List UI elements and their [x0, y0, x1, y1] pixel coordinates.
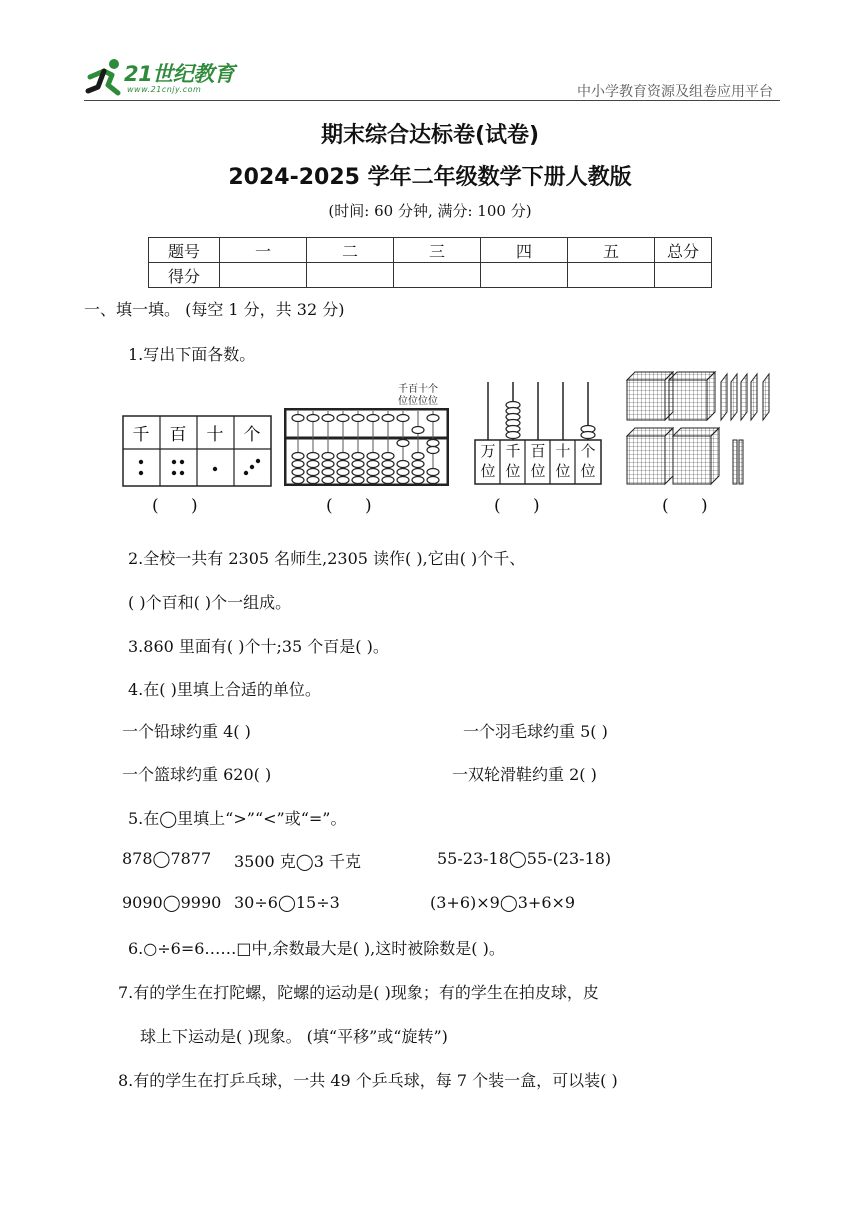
counter-label: 千位: [505, 442, 521, 480]
counter-label: 十位: [555, 442, 571, 480]
question-1: 1.写出下面各数。: [128, 345, 256, 364]
abacus-label: 位位位位: [398, 396, 438, 407]
abacus-label: 千百十个: [398, 384, 438, 395]
score-cell[interactable]: [568, 263, 655, 288]
abacus-labels: [398, 384, 438, 408]
question-2-line2: ( )个百和( )个一组成。: [128, 593, 292, 612]
row-label: 得分: [149, 263, 220, 288]
compare-item: 9090◯9990: [122, 893, 222, 912]
header-divider: [84, 100, 780, 101]
place-header: 十: [206, 425, 224, 445]
score-table-header-row: [149, 238, 712, 263]
hundred-flat-icon: [721, 374, 769, 420]
platform-name: 中小学教育资源及组卷应用平台: [577, 84, 773, 100]
question-3: 3.860 里面有( )个十;35 个百是( )。: [128, 637, 389, 656]
question-4-item: 一个篮球约重 620( ): [122, 765, 272, 784]
score-table: [148, 237, 712, 288]
compare-item: 30÷6◯15÷3: [234, 893, 340, 912]
counter-beads: [506, 402, 595, 439]
thousand-cube-icon: [673, 428, 719, 484]
compare-item: 3500 克◯3 千克: [234, 852, 361, 871]
logo-text: 21世纪教育: [124, 62, 235, 86]
abacus-beads: [292, 415, 439, 484]
question-4-item: 一双轮滑鞋约重 2( ): [452, 765, 597, 784]
place-header: 百: [169, 425, 187, 445]
question-6: 6.○÷6=6……□中,余数最大是( ),这时被除数是( )。: [128, 939, 505, 958]
question-7-line1: 7.有的学生在打陀螺，陀螺的运动是( )现象；有的学生在拍皮球，皮: [118, 983, 599, 1002]
exam-info: (时间: 60 分钟, 满分: 100 分): [328, 202, 532, 220]
header-cell: 二: [307, 238, 394, 263]
compare-item: 55-23-18◯55-(23-18): [437, 849, 612, 868]
compare-item: (3+6)×9◯3+6×9: [430, 893, 576, 912]
ten-rod-icon: [733, 440, 743, 484]
logo-runner-icon: [84, 57, 126, 97]
question-2-line1: 2.全校一共有 2305 名师生,2305 读作( ),它由( )个千、: [128, 549, 526, 568]
place-header: 个: [243, 425, 261, 445]
score-cell[interactable]: [307, 263, 394, 288]
thousand-cube-icon: [627, 428, 673, 484]
answer-blank[interactable]: ( ): [494, 496, 540, 516]
answer-blank[interactable]: ( ): [326, 496, 372, 516]
logo-url: www.21cnjy.com: [127, 85, 202, 94]
header-cell: 总分: [655, 238, 712, 263]
score-table-score-row: [149, 263, 712, 288]
exam-subtitle: 2024-2025 学年二年级数学下册人教版: [228, 165, 632, 190]
section-title: 一、填一填。 (每空 1 分，共 32 分): [84, 300, 345, 319]
place-dots: [139, 459, 260, 475]
header-cell: 三: [394, 238, 481, 263]
counter-label: 个位: [580, 442, 596, 480]
exam-title: 期末综合达标卷(试卷): [320, 123, 540, 148]
question-4-item: 一个铅球约重 4( ): [122, 722, 251, 741]
score-cell[interactable]: [481, 263, 568, 288]
question-7-line2: 球上下运动是( )现象。 (填“平移”或“旋转”): [140, 1027, 448, 1046]
header-cell: 一: [220, 238, 307, 263]
question-8: 8.有的学生在打乒乓球，一共 49 个乒乓球，每 7 个装一盒，可以装( ): [118, 1071, 618, 1090]
counter-label: 百位: [530, 442, 546, 480]
abacus-figure: [284, 408, 449, 486]
counter-label: 万位: [480, 442, 496, 480]
header-cell: 四: [481, 238, 568, 263]
header-cell: 五: [568, 238, 655, 263]
score-cell[interactable]: [394, 263, 481, 288]
score-cell[interactable]: [220, 263, 307, 288]
score-cell[interactable]: [655, 263, 712, 288]
place-value-table-figure: [122, 415, 272, 487]
header-cell: 题号: [149, 238, 220, 263]
place-header: 千: [132, 425, 150, 445]
thousand-cube-icon: [627, 372, 673, 420]
compare-item: 878◯7877: [122, 849, 212, 868]
thousand-cube-icon: [669, 372, 715, 420]
question-4-item: 一个羽毛球约重 5( ): [463, 722, 608, 741]
question-4: 4.在( )里填上合适的单位。: [128, 680, 321, 699]
base-ten-blocks-figure: [625, 370, 780, 488]
answer-blank[interactable]: ( ): [152, 496, 198, 516]
question-5: 5.在◯里填上“>”“<”或“=”。: [128, 809, 347, 828]
answer-blank[interactable]: ( ): [662, 496, 708, 516]
